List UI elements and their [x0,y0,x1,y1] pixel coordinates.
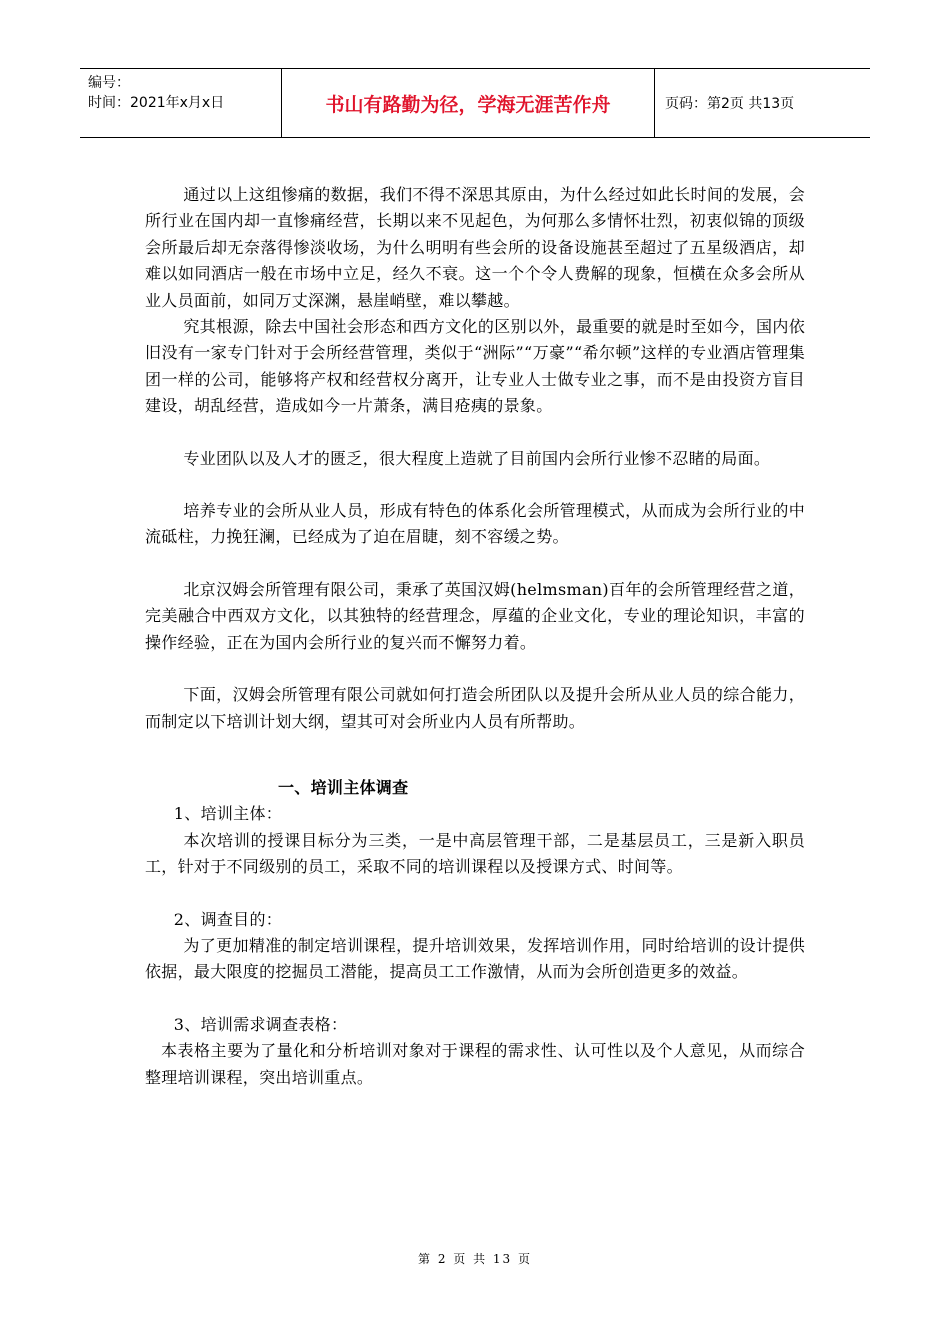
page-footer: 第 2 页 共 13 页 [418,1252,532,1266]
header-meta [80,69,282,137]
header-motto: 书山有路勤为径，学海无涯苦作舟 [282,69,655,137]
item-3-title: 3、培训需求调查表格： [173,1014,348,1034]
page-header [80,68,870,138]
section-heading: 一、培训主体调查 [278,777,409,797]
header-page-info: 页码：第2页 共13页 [665,96,795,112]
paragraph-4: 培养专业的会所从业人员，形成有特色的体系化会所管理模式，从而成为会所行业的中流砥柱，力挽狂澜，已经成为了迫在眉睫，刻不容缓之势。 [145,501,805,547]
paragraph-1: 通过以上这组惨痛的数据，我们不得不深思其原由，为什么经过如此长时间的发展，会所行业在国内却一直惨痛经营，长期以来不见起色，为何那么多情怀壮烈，初衷似锦的顶级会所最后却无奈落得惨淡收场，为什么明明有些会所的设备设施甚至超过了五星级酒店，却难以如同酒店一般在市场中立足，经久不衰。这一个个令人费解的现象，恒横在众多会所从业人员面前，如同万丈深渊，悬崖峭壁，难以攀越。 [145,185,805,310]
item-2-title: 2、调查目的： [173,909,283,929]
document-body [145,182,805,1091]
paragraph-5: 北京汉姆会所管理有限公司，秉承了英国汉姆(helmsman)百年的会所管理经营之道，完美融合中西双方文化，以其独特的经营理念，厚蕴的企业文化，专业的理论知识，丰富的操作经验，正在为国内会所行业的复兴而不懈努力着。 [145,579,805,652]
item-3-text: 本表格主要为了量化和分析培训对象对于课程的需求性、认可性以及个人意见，从而综合整理培训课程，突出培训重点。 [145,1041,805,1087]
paragraph-3: 专业团队以及人才的匮乏，很大程度上造就了目前国内会所行业惨不忍睹的局面。 [183,448,771,468]
document-date: 时间：2021年x月x日 [88,95,225,111]
item-1-title: 1、培训主体： [173,804,283,824]
item-1-text: 本次培训的授课目标分为三类，一是中高层管理干部，二是基层员工，三是新入职员工，针对于不同级别的员工，采取不同的培训课程以及授课方式、时间等。 [145,830,805,877]
paragraph-6: 下面，汉姆会所管理有限公司就如何打造会所团队以及提升会所从业人员的综合能力，而制定以下培训计划大纲，望其可对会所业内人员有所帮助。 [145,685,805,731]
item-2-text: 为了更加精准的制定培训课程，提升培训效果，发挥培训作用，同时给培训的设计提供依据，最大限度的挖掘员工潜能，提高员工工作激情，从而为会所创造更多的效益。 [145,935,805,982]
paragraph-2: 究其根源，除去中国社会形态和西方文化的区别以外，最重要的就是时至如今，国内依旧没有一家专门针对于会所经营管理，类似于“洲际”“万豪”“希尔顿”这样的专业酒店管理集团一样的公司，能够将产权和经营权分离开，让专业人士做专业之事，而不是由投资方盲目建设，胡乱经营，造成如今一片萧条，满目疮痍的景象。 [145,317,805,416]
document-number-label: 编号： [88,75,130,91]
